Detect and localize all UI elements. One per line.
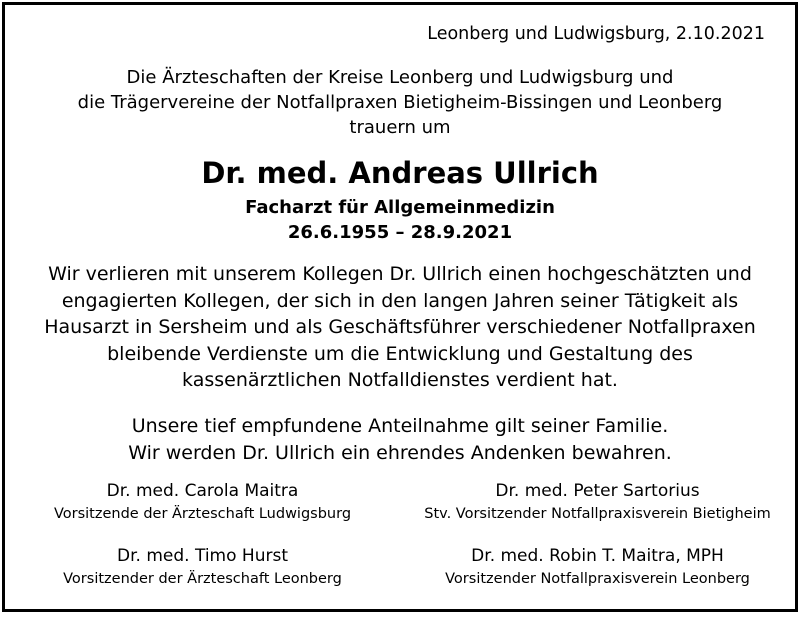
signatory-role: Vorsitzende der Ärzteschaft Ludwigsburg [53,506,352,522]
obituary-frame [2,2,798,612]
condolence-line: Unsere tief empfundene Anteilnahme gilt seiner Familie. [131,415,669,437]
tribute-line: Hausarzt in Sersheim und als Geschäftsführer verschiedener Notfallpraxen [44,316,756,338]
tribute-line: kassenärztlichen Notfalldienstes verdient hat. [182,369,618,391]
signatory-role: Vorsitzender der Ärzteschaft Leonberg [63,571,342,587]
place-date: Leonberg und Ludwigsburg, 2.10.2021 [427,24,765,44]
signatory-role: Vorsitzender Notfallpraxisverein Leonberg [445,571,750,587]
intro-line: trauern um [349,117,451,138]
deceased-name: Dr. med. Andreas Ullrich [201,156,599,190]
signatory-name: Dr. med. Timo Hurst [117,546,288,566]
signatory [5,544,400,590]
intro-text [5,65,795,140]
intro-line: Die Ärzteschaften der Kreise Leonberg und Ludwigsburg und [126,67,674,88]
deceased-life-dates: 26.6.1955 – 28.9.2021 [287,222,513,243]
signatory-name: Dr. med. Robin T. Maitra, MPH [471,546,724,566]
signatory-role: Stv. Vorsitzender Notfallpraxisverein Bietigheim [424,506,771,522]
intro-line: die Trägervereine der Notfallpraxen Bietigheim-Bissingen und Leonberg [77,92,723,113]
signatory [400,479,795,525]
tribute-text [5,261,795,394]
signatory [400,544,795,590]
tribute-line: engagierten Kollegen, der sich in den langen Jahren seiner Tätigkeit als [61,289,739,312]
signatory-name: Dr. med. Carola Maitra [106,481,299,501]
deceased-specialty: Facharzt für Allgemeinmedizin [245,197,555,218]
condolence-line: Wir werden Dr. Ullrich ein ehrendes Andenken bewahren. [128,441,672,464]
tribute-line: bleibende Verdienste um die Entwicklung und Gestaltung des [107,342,693,365]
signatory [5,479,400,525]
tribute-line: Wir verlieren mit unserem Kollegen Dr. Ullrich einen hochgeschätzten und [48,263,752,285]
condolence-text [5,413,795,466]
signatory-name: Dr. med. Peter Sartorius [495,481,700,501]
